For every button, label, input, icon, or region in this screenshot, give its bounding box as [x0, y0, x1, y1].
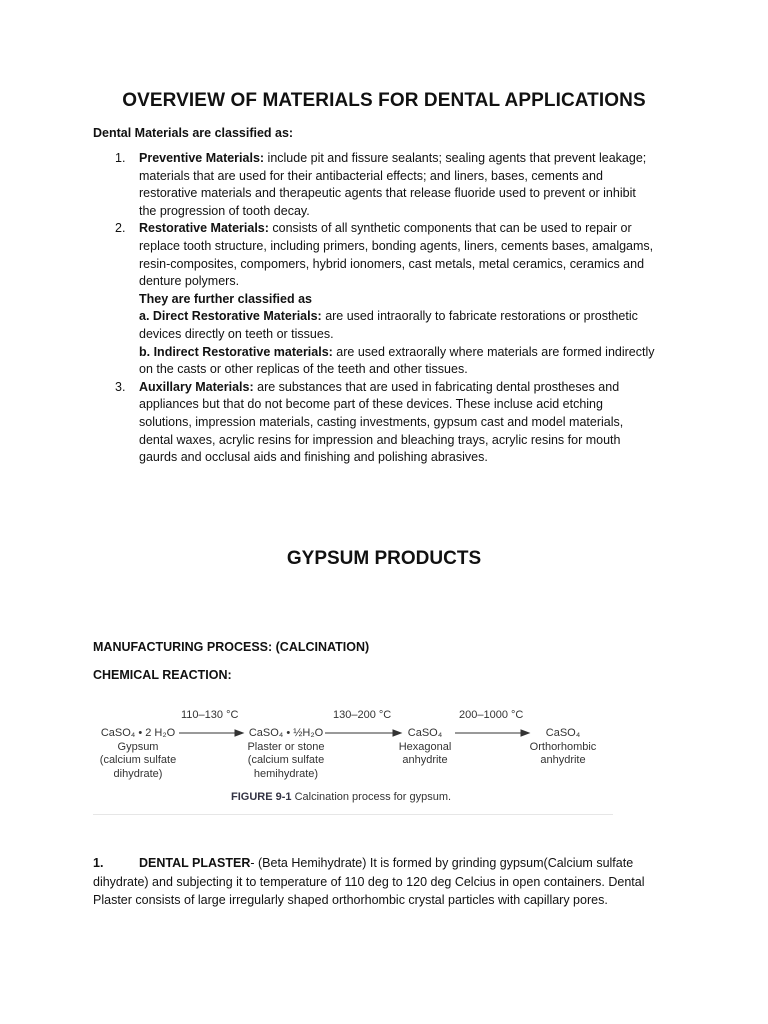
- figure-id: FIGURE 9-1: [231, 791, 292, 803]
- line-text: include pit and fissure sealants; sealing agents that prevent leakage;: [264, 151, 647, 165]
- dental-plaster-heading: DENTAL PLASTER: [139, 856, 251, 870]
- line-text: appliances but that do not become part of these devices. These incluse acid etching: [139, 397, 603, 412]
- line-text: are used intraorally to fabricate restorations or prosthetic: [321, 309, 638, 324]
- line-text: are used extraorally where materials are formed indirectly: [332, 344, 655, 359]
- bold-term: a. Direct Restorative Materials:: [139, 309, 322, 324]
- list-item-line: [139, 396, 678, 414]
- classification-list: [93, 150, 678, 467]
- bold-term: Preventive Materials:: [139, 151, 265, 165]
- list-item-line: [139, 432, 678, 450]
- list-item-line: [139, 256, 678, 274]
- compound-formula: CaSO₄: [545, 727, 581, 739]
- line-text: dental waxes, acrylic resins for impression and bleaching trays, acrylic resins for mouth: [139, 432, 621, 447]
- list-item: [93, 150, 678, 220]
- line-text: on the casts or other replicas of the teeth and other tissues.: [139, 362, 468, 377]
- list-item-line: [139, 185, 678, 203]
- compound-formula: CaSO₄ • ½H₂O: [248, 727, 324, 739]
- line-text: consists of all synthetic components that can be used to repair or: [268, 221, 632, 236]
- chemical-reaction-heading: CHEMICAL REACTION:: [93, 668, 232, 682]
- line-text: gaurds and occlusal aids and finishing and polishing abrasives.: [139, 450, 488, 465]
- list-item-line: [139, 308, 678, 326]
- list-item-line: [139, 326, 678, 344]
- compound-hemihydrate: CaSO₄ • ½H₂O Plaster or stone (calcium sulfate hemihydrate): [243, 727, 329, 781]
- line-text: devices directly on teeth or tissues.: [139, 326, 334, 341]
- bold-term: Restorative Materials:: [139, 221, 269, 236]
- list-item-line: [139, 168, 678, 186]
- temp-label-1: 110–130 °C: [181, 709, 239, 721]
- line-text: are substances that are used in fabricating dental prostheses and: [253, 379, 620, 394]
- list-item-line: [139, 273, 678, 291]
- line-text: the progression of tooth decay.: [139, 203, 310, 218]
- figure-caption-text: Calcination process for gypsum.: [291, 791, 452, 803]
- bold-term: Auxillary Materials:: [139, 379, 254, 394]
- calcination-figure: [93, 700, 613, 818]
- manufacturing-heading: MANUFACTURING PROCESS: (CALCINATION): [93, 640, 370, 654]
- list-item-line: [139, 291, 678, 309]
- compound-orthorhombic-anhydrite: CaSO₄ Orthorhombic anhydrite: [521, 727, 605, 768]
- list-item-number: 3.: [115, 379, 126, 394]
- list-item-line: [139, 238, 678, 256]
- page-title: OVERVIEW OF MATERIALS FOR DENTAL APPLICATIONS: [122, 90, 646, 111]
- list-item-line: [139, 344, 678, 362]
- section-title-gypsum: GYPSUM PRODUCTS: [286, 548, 482, 569]
- line-text: replace tooth structure, including primers, bonding agents, liners, cements bases, amalgams,: [139, 238, 654, 253]
- intro-text: Dental Materials are classified as:: [93, 126, 294, 140]
- compound-hexagonal-anhydrite: CaSO₄ Hexagonal anhydrite: [393, 727, 457, 768]
- figure-divider: [93, 814, 613, 815]
- line-text: denture polymers.: [139, 274, 240, 289]
- compound-formula: CaSO₄: [407, 727, 443, 739]
- list-item-line: [139, 379, 678, 397]
- list-item-line: [139, 150, 678, 168]
- list-item-line: [139, 449, 678, 467]
- bold-term: b. Indirect Restorative materials:: [139, 344, 333, 359]
- line-text: resin-composites, compomers, hybrid ionomers, cast metals, metal ceramics, ceramics and: [139, 256, 645, 271]
- dental-plaster-paragraph: [93, 854, 683, 910]
- list-item-number: 2.: [115, 221, 126, 236]
- figure-caption: [231, 791, 451, 803]
- compound-formula: CaSO₄ • 2 H₂O: [100, 727, 176, 739]
- paragraph-number: 1.: [93, 856, 104, 870]
- list-item-line: [139, 220, 678, 238]
- temp-label-3: 200–1000 °C: [459, 709, 524, 721]
- line-text: solutions, impression materials, casting investments, gypsum cast and model materials,: [139, 414, 624, 429]
- arrow-head-1: [235, 730, 243, 736]
- compound-gypsum: CaSO₄ • 2 H₂O Gypsum (calcium sulfate dihydrate): [93, 727, 183, 781]
- line-text: restorative materials and therapeutic agents that release fluoride used to prevent or inhibit: [139, 186, 636, 201]
- list-item-line: [139, 414, 678, 432]
- temp-label-2: 130–200 °C: [333, 709, 392, 721]
- list-item-line: [139, 361, 678, 379]
- list-item-line: [139, 203, 678, 221]
- dental-plaster-text: - (Beta Hemihydrate) It is formed by grinding gypsum(Calcium sulfate dihydrate) and subjecting it to temperature of 110 deg to 120 deg Celcius in open containers. Dental Plaster consists of large irregularly shaped orthorhombic crystal particles with capillary pores.: [93, 856, 645, 907]
- line-text: materials that are used for their antibacterial effects; and liners, bases, cements and: [139, 168, 603, 183]
- list-item-number: 1.: [115, 151, 126, 165]
- bold-term: They are further classified as: [139, 291, 312, 306]
- list-item: [93, 220, 678, 378]
- list-item: [93, 379, 678, 467]
